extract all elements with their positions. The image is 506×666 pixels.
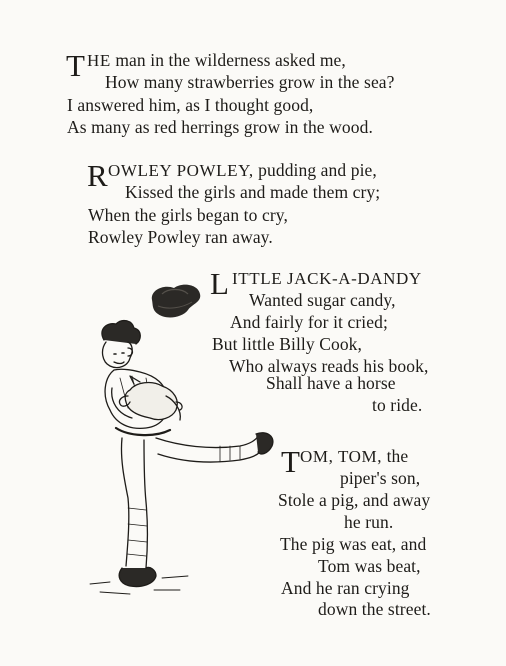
- boy-running-with-pig-illustration: [70, 278, 280, 608]
- poem-line: And he ran crying: [281, 578, 410, 598]
- drop-cap: T: [281, 444, 300, 479]
- poem-line: Wanted sugar candy,: [249, 290, 396, 310]
- poem-line: Shall have a horse: [266, 373, 396, 393]
- poem-line: OM, TOM, the: [300, 446, 409, 466]
- drop-cap: T: [66, 48, 85, 83]
- poem-line: The pig was eat, and: [280, 534, 427, 554]
- poem-line: But little Billy Cook,: [212, 334, 362, 354]
- poem-line: Tom was beat,: [318, 556, 421, 576]
- poem-line: As many as red herrings grow in the wood.: [67, 117, 373, 137]
- poem-line: I answered him, as I thought good,: [67, 95, 314, 115]
- poem-line: And fairly for it cried;: [230, 312, 388, 332]
- poem-line: to ride.: [372, 395, 423, 415]
- poem-line: Rowley Powley ran away.: [88, 227, 273, 247]
- poem-line: ITTLE JACK-A-DANDY: [232, 269, 422, 288]
- poem-line: Who always reads his book,: [229, 356, 429, 376]
- poem-line: Stole a pig, and away: [278, 490, 431, 510]
- poem-line: OWLEY POWLEY, pudding and pie,: [108, 160, 377, 180]
- drop-cap: R: [87, 158, 108, 193]
- poem-line: down the street.: [318, 599, 431, 619]
- poem-line: Kissed the girls and made them cry;: [125, 182, 381, 202]
- poem-line: HE man in the wilderness asked me,: [87, 50, 346, 70]
- poem-line: piper's son,: [340, 468, 421, 488]
- poem-line: When the girls began to cry,: [88, 205, 288, 225]
- poem-line: How many strawberries grow in the sea?: [105, 72, 395, 92]
- drop-cap: L: [210, 266, 229, 301]
- poem-line: he run.: [344, 512, 394, 532]
